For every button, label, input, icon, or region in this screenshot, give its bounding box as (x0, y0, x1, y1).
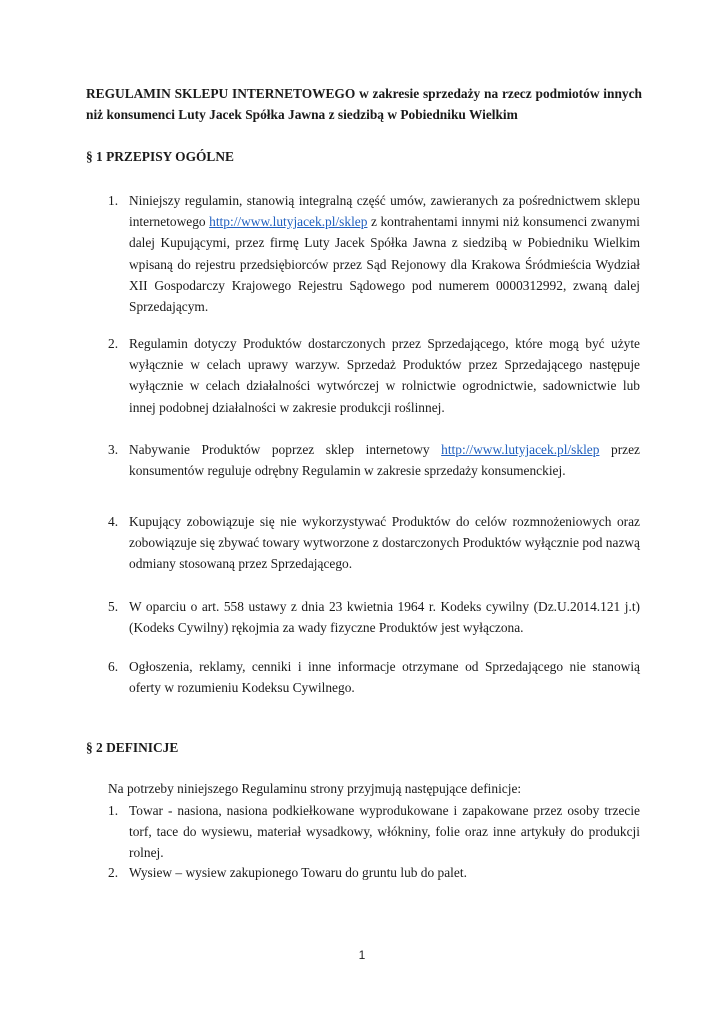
section-2-intro: Na potrzeby niniejszego Regulaminu strony przyjmują następujące definicje: (108, 781, 522, 796)
item-text: Regulamin dotyczy Produktów dostarczonych przez Sprzedającego, które mogą być użyte wyłącznie w celach uprawy warzyw. Sprzedaż Produktów przez Sprzedającego następuje wyłącznie w celach działalności wytwórczej w rolnictwie ogrodnictwie, sadownictwie lub innej podobnej działalności w zakresie produkcji roślinnej. (129, 336, 640, 415)
section-1-item-5 (108, 596, 640, 638)
section-1-item-1 (108, 190, 640, 317)
section-2-item-2 (108, 862, 640, 883)
item-number: 1. (108, 193, 119, 208)
shop-link[interactable]: http://www.lutyjacek.pl/sklep (209, 214, 368, 230)
item-text: Ogłoszenia, reklamy, cenniki i inne informacje otrzymane od Sprzedającego nie stanowią oferty w rozumieniu Kodeksu Cywilnego. (129, 659, 640, 696)
section-1-item-3 (108, 439, 640, 481)
document-title: REGULAMIN SKLEPU INTERNETOWEGO w zakresie sprzedaży na rzecz podmiotów innych niż konsumenci Luty Jacek Spółka Jawna z siedzibą w Pobiedniku Wielkim (86, 86, 642, 122)
item-number: 1. (108, 803, 119, 818)
item-text: Kupujący zobowiązuje się nie wykorzystywać Produktów do celów rozmnożeniowych oraz zobowiązuje się zbywać towary wytworzone z dostarczonych Produktów wyłącznie pod nazwą odmiany stosowaną przez Sprzedającego. (129, 514, 640, 572)
item-text (129, 190, 640, 317)
section-1-item-6 (108, 656, 640, 698)
item-text-before: Niniejszy regulamin, stanowią integralną część umów, zawieranych za pośrednictwem sklepu internetowego (129, 193, 640, 230)
item-number: 5. (108, 599, 119, 614)
item-number: 2. (108, 865, 119, 880)
item-number: 4. (108, 514, 119, 529)
item-number: 2. (108, 336, 119, 351)
section-1-item-4 (108, 511, 640, 575)
item-text (129, 439, 640, 481)
section-2-item-1 (108, 800, 640, 864)
item-text-after: przez konsumentów reguluje odrębny Regulamin w zakresie sprzedaży konsumenckiej. (129, 442, 640, 479)
section-1-heading: § 1 PRZEPISY OGÓLNE (86, 149, 234, 164)
page-number: 1 (358, 948, 366, 962)
section-1-item-2 (108, 333, 640, 418)
item-text-before: Nabywanie Produktów poprzez sklep internetowy (129, 442, 442, 457)
item-text: W oparciu o art. 558 ustawy z dnia 23 kwietnia 1964 r. Kodeks cywilny (Dz.U.2014.121 j.t) (Kodeks Cywilny) rękojmia za wady fizyczne Produktów jest wyłączona. (129, 599, 640, 636)
item-number: 3. (108, 442, 119, 457)
shop-link[interactable]: http://www.lutyjacek.pl/sklep (441, 442, 600, 457)
section-2-heading: § 2 DEFINICJE (86, 740, 179, 755)
item-text-after: z kontrahentami innymi niż konsumenci zwanymi dalej Kupującymi, przez firmę Luty Jacek Spółka Jawna z siedzibą w Pobiedniku Wielkim wpisaną do rejestru przedsiębiorców przez Sąd Rejonowy dla Krakowa Śródmieścia Wydział XII Gospodarczy Krajowego Rejestru Sądowego pod numerem 0000312992, zwaną dalej Sprzedającym. (129, 214, 641, 315)
item-text: Wysiew – wysiew zakupionego Towaru do gruntu lub do palet. (129, 865, 467, 880)
item-text: Towar - nasiona, nasiona podkiełkowane wyprodukowane i zapakowane przez osoby trzecie torf, tace do wysiewu, materiał wysadkowy, włókniny, folie oraz inne artykuły do produkcji rolnej. (129, 803, 640, 861)
item-number: 6. (108, 659, 119, 674)
